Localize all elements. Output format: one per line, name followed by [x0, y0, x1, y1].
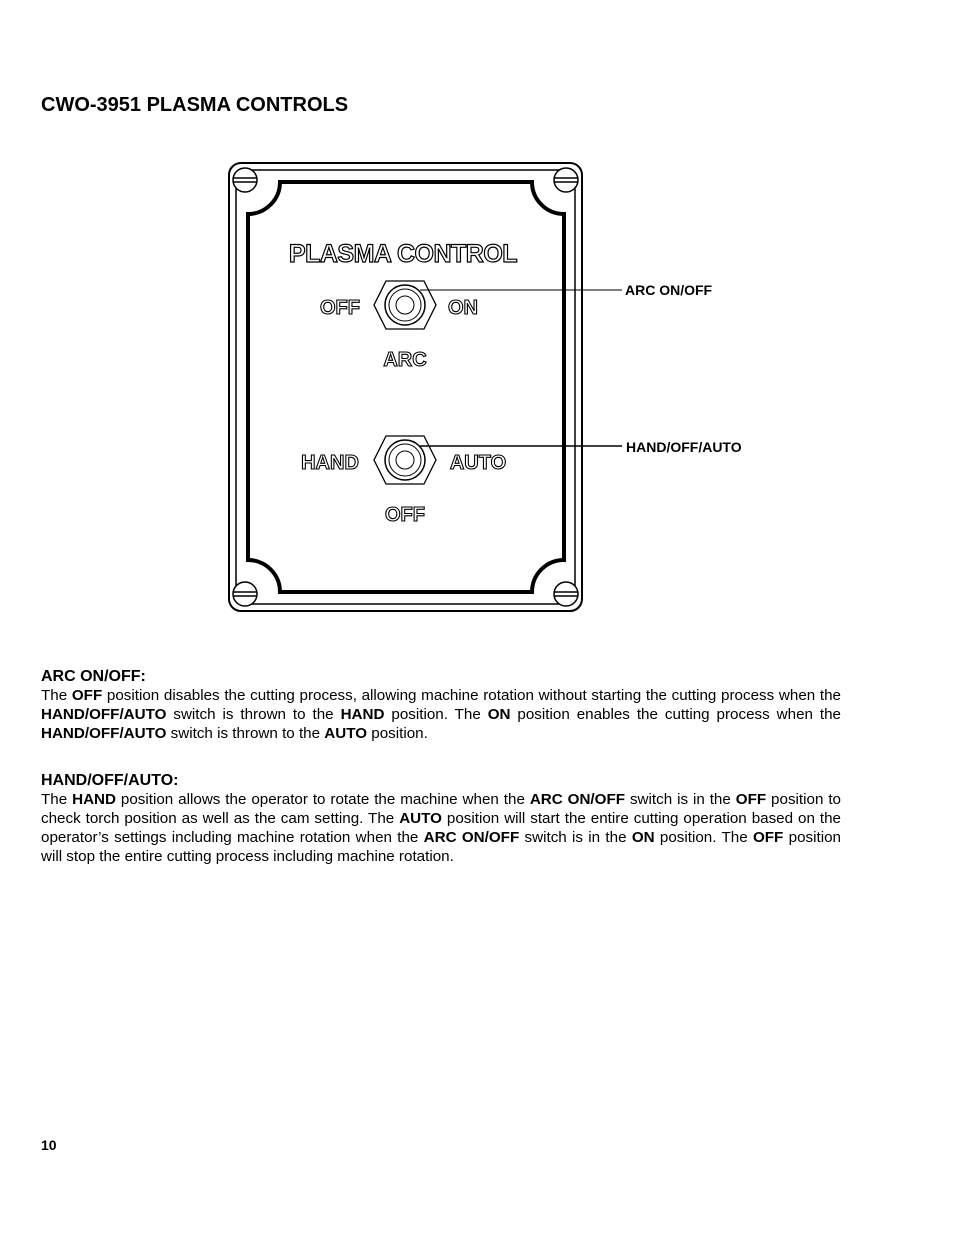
- text-run: position. The: [654, 829, 753, 846]
- mode-callout-label: HAND/OFF/AUTO: [626, 439, 742, 455]
- emphasis-term: HAND/OFF/AUTO: [41, 725, 167, 742]
- text-run: position to check torch position as well as the cam setting. The: [41, 791, 841, 827]
- screw-icon: [554, 168, 578, 192]
- arc-section-body: [41, 686, 841, 743]
- emphasis-term: ON: [487, 706, 511, 723]
- emphasis-term: HAND/OFF/AUTO: [41, 706, 167, 723]
- emphasis-term: OFF: [752, 829, 784, 846]
- text-run: position will stop the entire cutting process including machine rotation.: [41, 829, 841, 865]
- arc-label: ARC: [383, 349, 427, 371]
- text-run: position.: [367, 725, 428, 742]
- text-run: position allows the operator to rotate the machine when the: [115, 791, 530, 808]
- auto-label: AUTO: [449, 452, 507, 474]
- text-run: The: [41, 791, 73, 808]
- text-run: switch is in the: [625, 791, 736, 808]
- emphasis-term: ON: [631, 829, 655, 846]
- emphasis-term: HAND: [340, 706, 385, 723]
- page-title: CWO-3951 PLASMA CONTROLS: [41, 94, 349, 116]
- text-run: position disables the cutting process, allowing machine rotation without starting the cutting process when the: [102, 687, 842, 704]
- arc-toggle-switch-icon: [374, 281, 436, 329]
- screw-icon: [233, 582, 257, 606]
- arc-callout-label: ARC ON/OFF: [625, 282, 713, 298]
- text-run: position. The: [384, 706, 488, 723]
- text-run: switch is thrown to the: [166, 706, 341, 723]
- emphasis-term: ARC ON/OFF: [529, 791, 626, 808]
- arc-off-label: OFF: [320, 297, 360, 319]
- emphasis-term: HAND: [72, 791, 116, 808]
- text-run: The: [41, 687, 72, 704]
- hand-off-auto-switch-icon: [374, 436, 436, 484]
- emphasis-term: AUTO: [399, 810, 442, 827]
- emphasis-term: OFF: [71, 687, 103, 704]
- emphasis-term: AUTO: [324, 725, 368, 742]
- text-run: switch is thrown to the: [166, 725, 325, 742]
- page-number: 10: [41, 1137, 57, 1153]
- emphasis-term: ARC ON/OFF: [423, 829, 520, 846]
- panel-inner-plate: [236, 170, 575, 604]
- arc-section-heading: ARC ON/OFF:: [41, 668, 146, 685]
- mode-section: [41, 771, 841, 866]
- text-run: switch is in the: [519, 829, 632, 846]
- panel-title: PLASMA CONTROL: [288, 240, 518, 268]
- text-run: position enables the cutting process when the: [510, 706, 842, 723]
- mode-section-body: [41, 790, 841, 866]
- panel-outer-plate: [229, 163, 582, 611]
- arc-on-label: ON: [448, 297, 478, 319]
- emphasis-term: OFF: [735, 791, 767, 808]
- screw-icon: [233, 168, 257, 192]
- mode-section-heading: HAND/OFF/AUTO:: [41, 772, 179, 789]
- screw-icon: [554, 582, 578, 606]
- mode-off-label: OFF: [385, 504, 425, 526]
- text-run: position will start the entire cutting operation based on the operator’s settings including machine rotation when the: [41, 810, 841, 846]
- hand-label: HAND: [301, 452, 359, 474]
- arc-section: [41, 667, 841, 743]
